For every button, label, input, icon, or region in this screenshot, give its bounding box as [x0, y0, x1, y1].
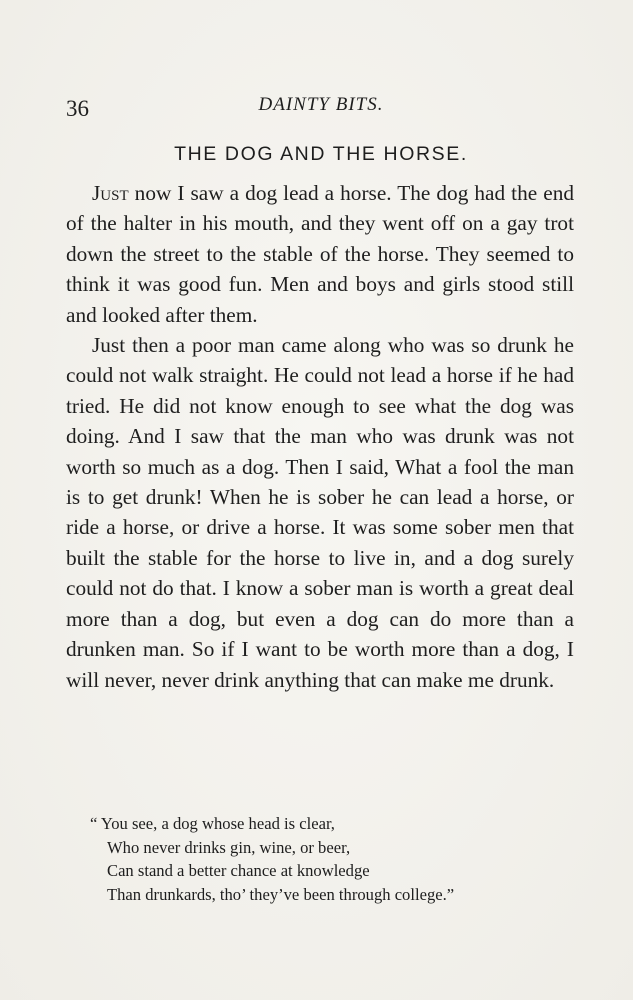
paragraph-1-lead-word: Just — [92, 181, 129, 205]
poem-line: Can stand a better chance at knowledge — [107, 861, 370, 880]
poem-line: Than drunkards, tho’ they’ve been through college.” — [107, 884, 455, 904]
poem-line: “ You see, a dog whose head is clear, — [90, 814, 335, 833]
body-text — [66, 178, 574, 695]
poem — [90, 812, 580, 906]
paragraph-1-text: now I saw a dog lead a horse. The dog had the end of the halter in his mouth, and they went off on a gay trot down the street to the stable of the horse. They seemed to think it was good fun. Men and boys and girls stood still and looked after them. — [66, 181, 574, 327]
page-number: 36 — [66, 96, 89, 121]
paragraph-1 — [66, 178, 574, 330]
running-head — [66, 92, 576, 126]
poem-line: Who never drinks gin, wine, or beer, — [107, 837, 351, 857]
paragraph-2: Just then a poor man came along who was so drunk he could not walk straight. He could not lead a horse if he had tried. He did not know enough to see what the dog was doing. And I saw that the man who was drunk was not worth so much as a dog. Then I said, What a fool the man is to get drunk! When he is sober he can lead a horse, or ride a horse, or drive a horse. It was some sober men that built the stable for the horse to live in, and a dog surely could not do that. I know a sober man is worth a great deal more than a dog, but even a dog can do more than a drunken man. So if I want to be worth more than a dog, I will never, never drink anything that can make me drunk. — [66, 333, 574, 692]
chapter-title: THE DOG AND THE HORSE. — [174, 143, 468, 165]
running-title: DAINTY BITS. — [258, 94, 384, 115]
